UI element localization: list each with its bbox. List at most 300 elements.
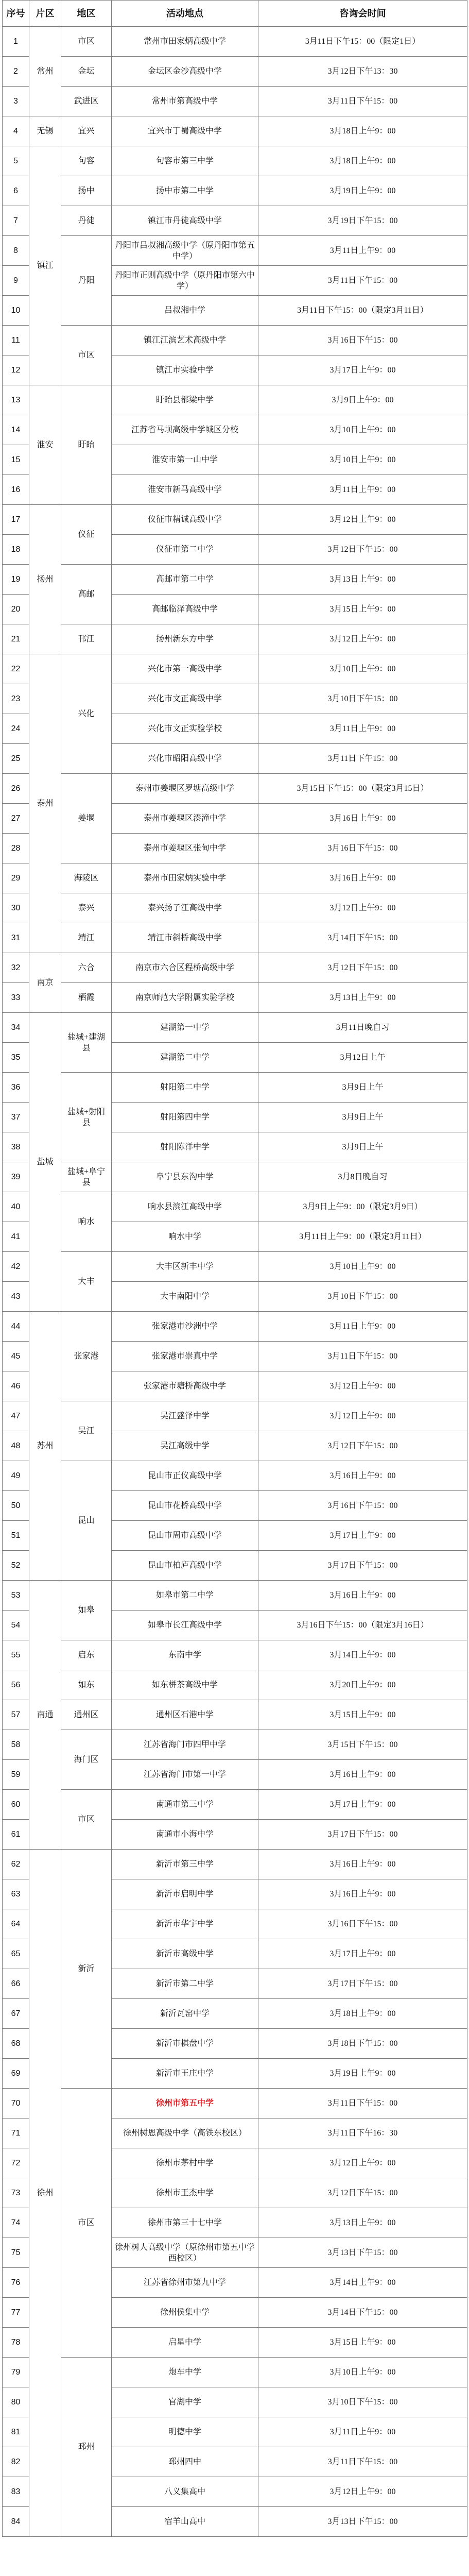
row-number: 8 bbox=[3, 236, 29, 266]
area-cell: 通州区 bbox=[61, 1700, 112, 1730]
time-cell: 3月19日上午9：00 bbox=[258, 176, 467, 206]
row-number: 44 bbox=[3, 1312, 29, 1342]
location-cell: 兴化市文正高级中学 bbox=[112, 684, 258, 714]
row-number: 29 bbox=[3, 863, 29, 893]
location-cell: 泰兴扬子江高级中学 bbox=[112, 893, 258, 923]
row-number: 51 bbox=[3, 1521, 29, 1551]
time-cell: 3月19日上午9：00 bbox=[258, 2059, 467, 2089]
table-row bbox=[3, 385, 467, 415]
location-cell: 响水县滨江高级中学 bbox=[112, 1192, 258, 1222]
row-number: 12 bbox=[3, 355, 29, 385]
row-number: 20 bbox=[3, 595, 29, 624]
time-cell: 3月14日上午9：00 bbox=[258, 1640, 467, 1670]
location-cell: 丹阳市正则高级中学（原丹阳市第六中学） bbox=[112, 266, 258, 296]
location-cell: 江苏省马坝高级中学城区分校 bbox=[112, 415, 258, 445]
row-number: 28 bbox=[3, 834, 29, 863]
time-cell: 3月16日下午15：00 bbox=[258, 326, 467, 355]
time-cell: 3月11日晚自习 bbox=[258, 1013, 467, 1043]
time-cell: 3月12日下午13：30 bbox=[258, 57, 467, 87]
location-cell: 如皋市长江高级中学 bbox=[112, 1611, 258, 1640]
table-row bbox=[3, 774, 467, 804]
table-row bbox=[3, 1640, 467, 1670]
time-cell: 3月11日上午9：00（限定3月11日） bbox=[258, 1222, 467, 1252]
row-number: 17 bbox=[3, 505, 29, 535]
area-cell: 姜堰 bbox=[61, 774, 112, 863]
location-cell: 新沂市启明中学 bbox=[112, 1879, 258, 1909]
table-row bbox=[3, 1013, 467, 1043]
area-cell: 靖江 bbox=[61, 923, 112, 953]
location-cell: 徐州侯集中学 bbox=[112, 2298, 258, 2328]
city-cell: 南京 bbox=[29, 953, 61, 1013]
area-cell: 盐城+阜宁县 bbox=[61, 1162, 112, 1192]
location-cell: 建湖第二中学 bbox=[112, 1043, 258, 1073]
table-row bbox=[3, 654, 467, 684]
row-number: 39 bbox=[3, 1162, 29, 1192]
location-cell: 宿羊山高中 bbox=[112, 2507, 258, 2537]
row-number: 67 bbox=[3, 1999, 29, 2029]
time-cell: 3月18日上午9：00 bbox=[258, 146, 467, 176]
time-cell: 3月14日下午15：00 bbox=[258, 923, 467, 953]
table-row bbox=[3, 326, 467, 355]
row-number: 27 bbox=[3, 804, 29, 834]
header-row bbox=[3, 1, 467, 27]
row-number: 11 bbox=[3, 326, 29, 355]
location-cell: 大丰区新丰中学 bbox=[112, 1252, 258, 1282]
location-cell: 昆山市周市高级中学 bbox=[112, 1521, 258, 1551]
area-cell: 扬中 bbox=[61, 176, 112, 206]
time-cell: 3月10日上午9：00 bbox=[258, 1252, 467, 1282]
area-cell: 宜兴 bbox=[61, 116, 112, 146]
row-number: 4 bbox=[3, 116, 29, 146]
table-row bbox=[3, 565, 467, 595]
location-cell: 高邮市第二中学 bbox=[112, 565, 258, 595]
location-cell: 盱眙县都梁中学 bbox=[112, 385, 258, 415]
time-cell: 3月15日上午9：00 bbox=[258, 1700, 467, 1730]
table-row bbox=[3, 1670, 467, 1700]
time-cell: 3月10日上午9：00 bbox=[258, 415, 467, 445]
table-row bbox=[3, 1073, 467, 1103]
header-location: 活动地点 bbox=[112, 1, 258, 27]
area-cell: 启东 bbox=[61, 1640, 112, 1670]
time-cell: 3月16日下午15：00 bbox=[258, 834, 467, 863]
row-number: 13 bbox=[3, 385, 29, 415]
area-cell: 盐城+射阳县 bbox=[61, 1073, 112, 1162]
row-number: 60 bbox=[3, 1790, 29, 1820]
row-number: 18 bbox=[3, 535, 29, 565]
area-cell: 新沂 bbox=[61, 1850, 112, 2089]
header-city: 片区 bbox=[29, 1, 61, 27]
row-number: 25 bbox=[3, 744, 29, 774]
row-number: 56 bbox=[3, 1670, 29, 1700]
row-number: 19 bbox=[3, 565, 29, 595]
location-cell: 射阳第二中学 bbox=[112, 1073, 258, 1103]
city-cell: 泰州 bbox=[29, 654, 61, 953]
time-cell: 3月16日上午9：00 bbox=[258, 804, 467, 834]
row-number: 47 bbox=[3, 1401, 29, 1431]
time-cell: 3月15日上午9：00 bbox=[258, 2328, 467, 2358]
row-number: 78 bbox=[3, 2328, 29, 2358]
row-number: 2 bbox=[3, 57, 29, 87]
time-cell: 3月10日上午9：00 bbox=[258, 654, 467, 684]
location-cell: 阜宁县东沟中学 bbox=[112, 1162, 258, 1192]
location-cell: 镇江江滨艺术高级中学 bbox=[112, 326, 258, 355]
time-cell: 3月17日下午15：00 bbox=[258, 1969, 467, 1999]
row-number: 24 bbox=[3, 714, 29, 744]
row-number: 10 bbox=[3, 296, 29, 326]
time-cell: 3月9日上午9：00（限定3月9日） bbox=[258, 1192, 467, 1222]
area-cell: 如皋 bbox=[61, 1581, 112, 1640]
city-cell: 南通 bbox=[29, 1581, 61, 1850]
row-number: 75 bbox=[3, 2238, 29, 2268]
row-number: 73 bbox=[3, 2178, 29, 2208]
location-cell: 新沂市第二中学 bbox=[112, 1969, 258, 1999]
row-number: 30 bbox=[3, 893, 29, 923]
time-cell: 3月10日上午9：00 bbox=[258, 445, 467, 475]
table-row bbox=[3, 1790, 467, 1820]
row-number: 38 bbox=[3, 1132, 29, 1162]
time-cell: 3月16日上午9：00 bbox=[258, 1461, 467, 1491]
time-cell: 3月9日上午 bbox=[258, 1073, 467, 1103]
time-cell: 3月11日下午15：00 bbox=[258, 744, 467, 774]
table-row bbox=[3, 1312, 467, 1342]
row-number: 63 bbox=[3, 1879, 29, 1909]
time-cell: 3月15日下午15：00（限定3月15日） bbox=[258, 774, 467, 804]
area-cell: 张家港 bbox=[61, 1312, 112, 1401]
time-cell: 3月11日下午15：00 bbox=[258, 266, 467, 296]
row-number: 52 bbox=[3, 1551, 29, 1581]
location-cell: 淮安市新马高级中学 bbox=[112, 475, 258, 505]
table-row bbox=[3, 863, 467, 893]
location-cell: 淮安市第一山中学 bbox=[112, 445, 258, 475]
time-cell: 3月17日下午15：00 bbox=[258, 1820, 467, 1850]
time-cell: 3月17日下午15：00 bbox=[258, 1551, 467, 1581]
location-cell: 仪征市第二中学 bbox=[112, 535, 258, 565]
time-cell: 3月12日下午15：00 bbox=[258, 953, 467, 983]
time-cell: 3月9日上午 bbox=[258, 1103, 467, 1132]
row-number: 22 bbox=[3, 654, 29, 684]
city-cell: 徐州 bbox=[29, 1850, 61, 2537]
time-cell: 3月12日上午9：00 bbox=[258, 2477, 467, 2507]
area-cell: 武进区 bbox=[61, 87, 112, 116]
city-cell: 无锡 bbox=[29, 116, 61, 146]
time-cell: 3月16日上午9：00 bbox=[258, 1879, 467, 1909]
location-cell: 江苏省海门市四甲中学 bbox=[112, 1730, 258, 1760]
row-number: 84 bbox=[3, 2507, 29, 2537]
header-time: 咨询会时间 bbox=[258, 1, 467, 27]
time-cell: 3月11日下午15：00 bbox=[258, 87, 467, 116]
row-number: 41 bbox=[3, 1222, 29, 1252]
row-number: 23 bbox=[3, 684, 29, 714]
row-number: 36 bbox=[3, 1073, 29, 1103]
time-cell: 3月14日上午9：00 bbox=[258, 2268, 467, 2298]
time-cell: 3月12日上午 bbox=[258, 1043, 467, 1073]
time-cell: 3月12日上午9：00 bbox=[258, 1371, 467, 1401]
row-number: 59 bbox=[3, 1760, 29, 1790]
area-cell: 丹徒 bbox=[61, 206, 112, 236]
location-cell: 兴化市文正实验学校 bbox=[112, 714, 258, 744]
location-cell: 启星中学 bbox=[112, 2328, 258, 2358]
location-cell: 兴化市第一高级中学 bbox=[112, 654, 258, 684]
location-cell: 高邮临泽高级中学 bbox=[112, 595, 258, 624]
time-cell: 3月11日下午15：00 bbox=[258, 2089, 467, 2119]
location-cell: 江苏省海门市第一中学 bbox=[112, 1760, 258, 1790]
table-row bbox=[3, 176, 467, 206]
location-cell: 徐州市茅村中学 bbox=[112, 2148, 258, 2178]
location-cell: 昆山市柏庐高级中学 bbox=[112, 1551, 258, 1581]
row-number: 70 bbox=[3, 2089, 29, 2119]
row-number: 1 bbox=[3, 27, 29, 57]
row-number: 71 bbox=[3, 2119, 29, 2148]
row-number: 49 bbox=[3, 1461, 29, 1491]
location-cell: 常州市田家炳高级中学 bbox=[112, 27, 258, 57]
location-cell: 官湖中学 bbox=[112, 2387, 258, 2417]
area-cell: 高邮 bbox=[61, 565, 112, 624]
area-cell: 泰兴 bbox=[61, 893, 112, 923]
table-row bbox=[3, 923, 467, 953]
time-cell: 3月11日下午16：30 bbox=[258, 2119, 467, 2148]
city-cell: 淮安 bbox=[29, 385, 61, 505]
row-number: 7 bbox=[3, 206, 29, 236]
area-cell: 市区 bbox=[61, 326, 112, 385]
time-cell: 3月9日上午9：00 bbox=[258, 385, 467, 415]
table-row bbox=[3, 87, 467, 116]
location-cell: 徐州市第三十七中学 bbox=[112, 2208, 258, 2238]
location-cell: 仪征市精诚高级中学 bbox=[112, 505, 258, 535]
city-cell: 镇江 bbox=[29, 146, 61, 385]
location-cell: 炮车中学 bbox=[112, 2358, 258, 2387]
row-number: 5 bbox=[3, 146, 29, 176]
location-cell: 张家港市崇真中学 bbox=[112, 1342, 258, 1371]
time-cell: 3月16日上午9：00 bbox=[258, 1760, 467, 1790]
time-cell: 3月11日上午9：00 bbox=[258, 2417, 467, 2447]
area-cell: 栖霞 bbox=[61, 983, 112, 1013]
location-cell: 泰州市姜堰区溱潼中学 bbox=[112, 804, 258, 834]
location-cell: 南通市小海中学 bbox=[112, 1820, 258, 1850]
table-row bbox=[3, 1850, 467, 1879]
time-cell: 3月12日上午9：00 bbox=[258, 505, 467, 535]
time-cell: 3月16日上午9：00 bbox=[258, 1850, 467, 1879]
row-number: 82 bbox=[3, 2447, 29, 2477]
location-cell: 响水中学 bbox=[112, 1222, 258, 1252]
area-cell: 句容 bbox=[61, 146, 112, 176]
row-number: 66 bbox=[3, 1969, 29, 1999]
area-cell: 邳州 bbox=[61, 2358, 112, 2537]
time-cell: 3月12日下午15：00 bbox=[258, 535, 467, 565]
location-cell: 镇江市丹徒高级中学 bbox=[112, 206, 258, 236]
time-cell: 3月18日上午9：00 bbox=[258, 116, 467, 146]
area-cell: 六合 bbox=[61, 953, 112, 983]
row-number: 77 bbox=[3, 2298, 29, 2328]
time-cell: 3月11日上午9：00 bbox=[258, 475, 467, 505]
location-cell: 张家港市沙洲中学 bbox=[112, 1312, 258, 1342]
time-cell: 3月12日上午9：00 bbox=[258, 893, 467, 923]
time-cell: 3月12日上午9：00 bbox=[258, 1401, 467, 1431]
row-number: 72 bbox=[3, 2148, 29, 2178]
row-number: 61 bbox=[3, 1820, 29, 1850]
location-cell: 射阳陈洋中学 bbox=[112, 1132, 258, 1162]
time-cell: 3月16日上午9：00 bbox=[258, 863, 467, 893]
area-cell: 海门区 bbox=[61, 1730, 112, 1790]
table-row bbox=[3, 206, 467, 236]
time-cell: 3月19日下午15：00 bbox=[258, 206, 467, 236]
location-cell: 新沂市高级中学 bbox=[112, 1939, 258, 1969]
location-cell: 常州市第高级中学 bbox=[112, 87, 258, 116]
row-number: 69 bbox=[3, 2059, 29, 2089]
time-cell: 3月15日下午15：00 bbox=[258, 1730, 467, 1760]
location-cell: 靖江市斜桥高级中学 bbox=[112, 923, 258, 953]
time-cell: 3月17日上午9：00 bbox=[258, 355, 467, 385]
row-number: 45 bbox=[3, 1342, 29, 1371]
location-cell: 丹阳市吕叔湘高级中学（原丹阳市第五中学） bbox=[112, 236, 258, 266]
location-cell: 泰州市田家炳实验中学 bbox=[112, 863, 258, 893]
area-cell: 市区 bbox=[61, 27, 112, 57]
table-row bbox=[3, 2089, 467, 2119]
row-number: 65 bbox=[3, 1939, 29, 1969]
table-row bbox=[3, 1192, 467, 1222]
area-cell: 吴江 bbox=[61, 1401, 112, 1461]
table-row bbox=[3, 57, 467, 87]
location-cell: 泰州市姜堰区张甸中学 bbox=[112, 834, 258, 863]
location-cell: 张家港市塘桥高级中学 bbox=[112, 1371, 258, 1401]
table-row bbox=[3, 27, 467, 57]
row-number: 54 bbox=[3, 1611, 29, 1640]
time-cell: 3月13日上午9：00 bbox=[258, 565, 467, 595]
location-cell: 昆山市花桥高级中学 bbox=[112, 1491, 258, 1521]
area-cell: 市区 bbox=[61, 1790, 112, 1850]
row-number: 57 bbox=[3, 1700, 29, 1730]
time-cell: 3月14日下午15：00 bbox=[258, 2298, 467, 2328]
area-cell: 兴化 bbox=[61, 654, 112, 774]
location-cell: 泰州市姜堰区罗塘高级中学 bbox=[112, 774, 258, 804]
location-cell: 兴化市昭阳高级中学 bbox=[112, 744, 258, 774]
row-number: 16 bbox=[3, 475, 29, 505]
time-cell: 3月11日上午9：00 bbox=[258, 1312, 467, 1342]
location-cell: 八义集高中 bbox=[112, 2477, 258, 2507]
location-cell: 江苏省徐州市第九中学 bbox=[112, 2268, 258, 2298]
table-row bbox=[3, 1461, 467, 1491]
table-row bbox=[3, 1581, 467, 1611]
location-cell: 新沂市华宇中学 bbox=[112, 1909, 258, 1939]
row-number: 40 bbox=[3, 1192, 29, 1222]
area-cell: 响水 bbox=[61, 1192, 112, 1252]
city-cell: 苏州 bbox=[29, 1312, 61, 1581]
location-cell: 邳州四中 bbox=[112, 2447, 258, 2477]
row-number: 3 bbox=[3, 87, 29, 116]
table-row bbox=[3, 236, 467, 266]
area-cell: 昆山 bbox=[61, 1461, 112, 1581]
time-cell: 3月16日下午15：00 bbox=[258, 1491, 467, 1521]
time-cell: 3月9日上午 bbox=[258, 1132, 467, 1162]
time-cell: 3月12日上午9：00 bbox=[258, 624, 467, 654]
row-number: 15 bbox=[3, 445, 29, 475]
area-cell: 盱眙 bbox=[61, 385, 112, 505]
location-cell: 徐州树人高级中学（原徐州市第五中学西校区） bbox=[112, 2238, 258, 2268]
time-cell: 3月13日上午9：00 bbox=[258, 983, 467, 1013]
city-cell: 扬州 bbox=[29, 505, 61, 654]
row-number: 64 bbox=[3, 1909, 29, 1939]
location-cell: 金坛区金沙高级中学 bbox=[112, 57, 258, 87]
time-cell: 3月13日上午9：00 bbox=[258, 2208, 467, 2238]
row-number: 79 bbox=[3, 2358, 29, 2387]
row-number: 9 bbox=[3, 266, 29, 296]
row-number: 37 bbox=[3, 1103, 29, 1132]
time-cell: 3月16日下午15：00（限定3月16日） bbox=[258, 1611, 467, 1640]
location-cell: 南京市六合区程桥高级中学 bbox=[112, 953, 258, 983]
row-number: 42 bbox=[3, 1252, 29, 1282]
time-cell: 3月17日上午9：00 bbox=[258, 1939, 467, 1969]
time-cell: 3月16日下午15：00 bbox=[258, 1909, 467, 1939]
row-number: 80 bbox=[3, 2387, 29, 2417]
table-row bbox=[3, 1252, 467, 1282]
location-cell: 吕叔湘中学 bbox=[112, 296, 258, 326]
city-cell: 盐城 bbox=[29, 1013, 61, 1312]
location-cell: 大丰南阳中学 bbox=[112, 1282, 258, 1312]
location-cell: 明德中学 bbox=[112, 2417, 258, 2447]
header-area: 地区 bbox=[61, 1, 112, 27]
header-no: 序号 bbox=[3, 1, 29, 27]
location-cell: 南京师范大学附属实验学校 bbox=[112, 983, 258, 1013]
row-number: 6 bbox=[3, 176, 29, 206]
location-cell: 徐州市第五中学 bbox=[112, 2089, 258, 2119]
schedule-table bbox=[2, 0, 467, 2537]
location-cell: 徐州市王杰中学 bbox=[112, 2178, 258, 2208]
area-cell: 金坛 bbox=[61, 57, 112, 87]
location-cell: 新沂市第三中学 bbox=[112, 1850, 258, 1879]
row-number: 83 bbox=[3, 2477, 29, 2507]
row-number: 53 bbox=[3, 1581, 29, 1611]
row-number: 35 bbox=[3, 1043, 29, 1073]
area-cell: 仪征 bbox=[61, 505, 112, 565]
row-number: 32 bbox=[3, 953, 29, 983]
time-cell: 3月11日下午15：00（限定1日） bbox=[258, 27, 467, 57]
location-cell: 通州区石港中学 bbox=[112, 1700, 258, 1730]
location-cell: 建湖第一中学 bbox=[112, 1013, 258, 1043]
table-row bbox=[3, 1162, 467, 1192]
area-cell: 盐城+建湖县 bbox=[61, 1013, 112, 1073]
time-cell: 3月11日上午9：00 bbox=[258, 236, 467, 266]
location-cell: 南通市第三中学 bbox=[112, 1790, 258, 1820]
location-cell: 吴江高级中学 bbox=[112, 1431, 258, 1461]
time-cell: 3月10日上午9：00 bbox=[258, 2358, 467, 2387]
table-row bbox=[3, 893, 467, 923]
table-row bbox=[3, 1700, 467, 1730]
area-cell: 邗江 bbox=[61, 624, 112, 654]
location-cell: 镇江市实验中学 bbox=[112, 355, 258, 385]
row-number: 50 bbox=[3, 1491, 29, 1521]
time-cell: 3月11日上午9：00 bbox=[258, 714, 467, 744]
row-number: 81 bbox=[3, 2417, 29, 2447]
row-number: 62 bbox=[3, 1850, 29, 1879]
location-cell: 新沂市王庄中学 bbox=[112, 2059, 258, 2089]
row-number: 58 bbox=[3, 1730, 29, 1760]
table-row bbox=[3, 624, 467, 654]
location-cell: 新沂瓦窑中学 bbox=[112, 1999, 258, 2029]
time-cell: 3月17日上午9：00 bbox=[258, 1790, 467, 1820]
location-cell: 昆山市正仪高级中学 bbox=[112, 1461, 258, 1491]
row-number: 26 bbox=[3, 774, 29, 804]
area-cell: 丹阳 bbox=[61, 236, 112, 326]
row-number: 31 bbox=[3, 923, 29, 953]
time-cell: 3月10日下午15：00 bbox=[258, 2387, 467, 2417]
row-number: 76 bbox=[3, 2268, 29, 2298]
table-row bbox=[3, 146, 467, 176]
location-cell: 宜兴市丁蜀高级中学 bbox=[112, 116, 258, 146]
time-cell: 3月15日上午9：00 bbox=[258, 595, 467, 624]
row-number: 34 bbox=[3, 1013, 29, 1043]
table-row bbox=[3, 116, 467, 146]
area-cell: 市区 bbox=[61, 2089, 112, 2358]
location-cell: 扬中市第二中学 bbox=[112, 176, 258, 206]
